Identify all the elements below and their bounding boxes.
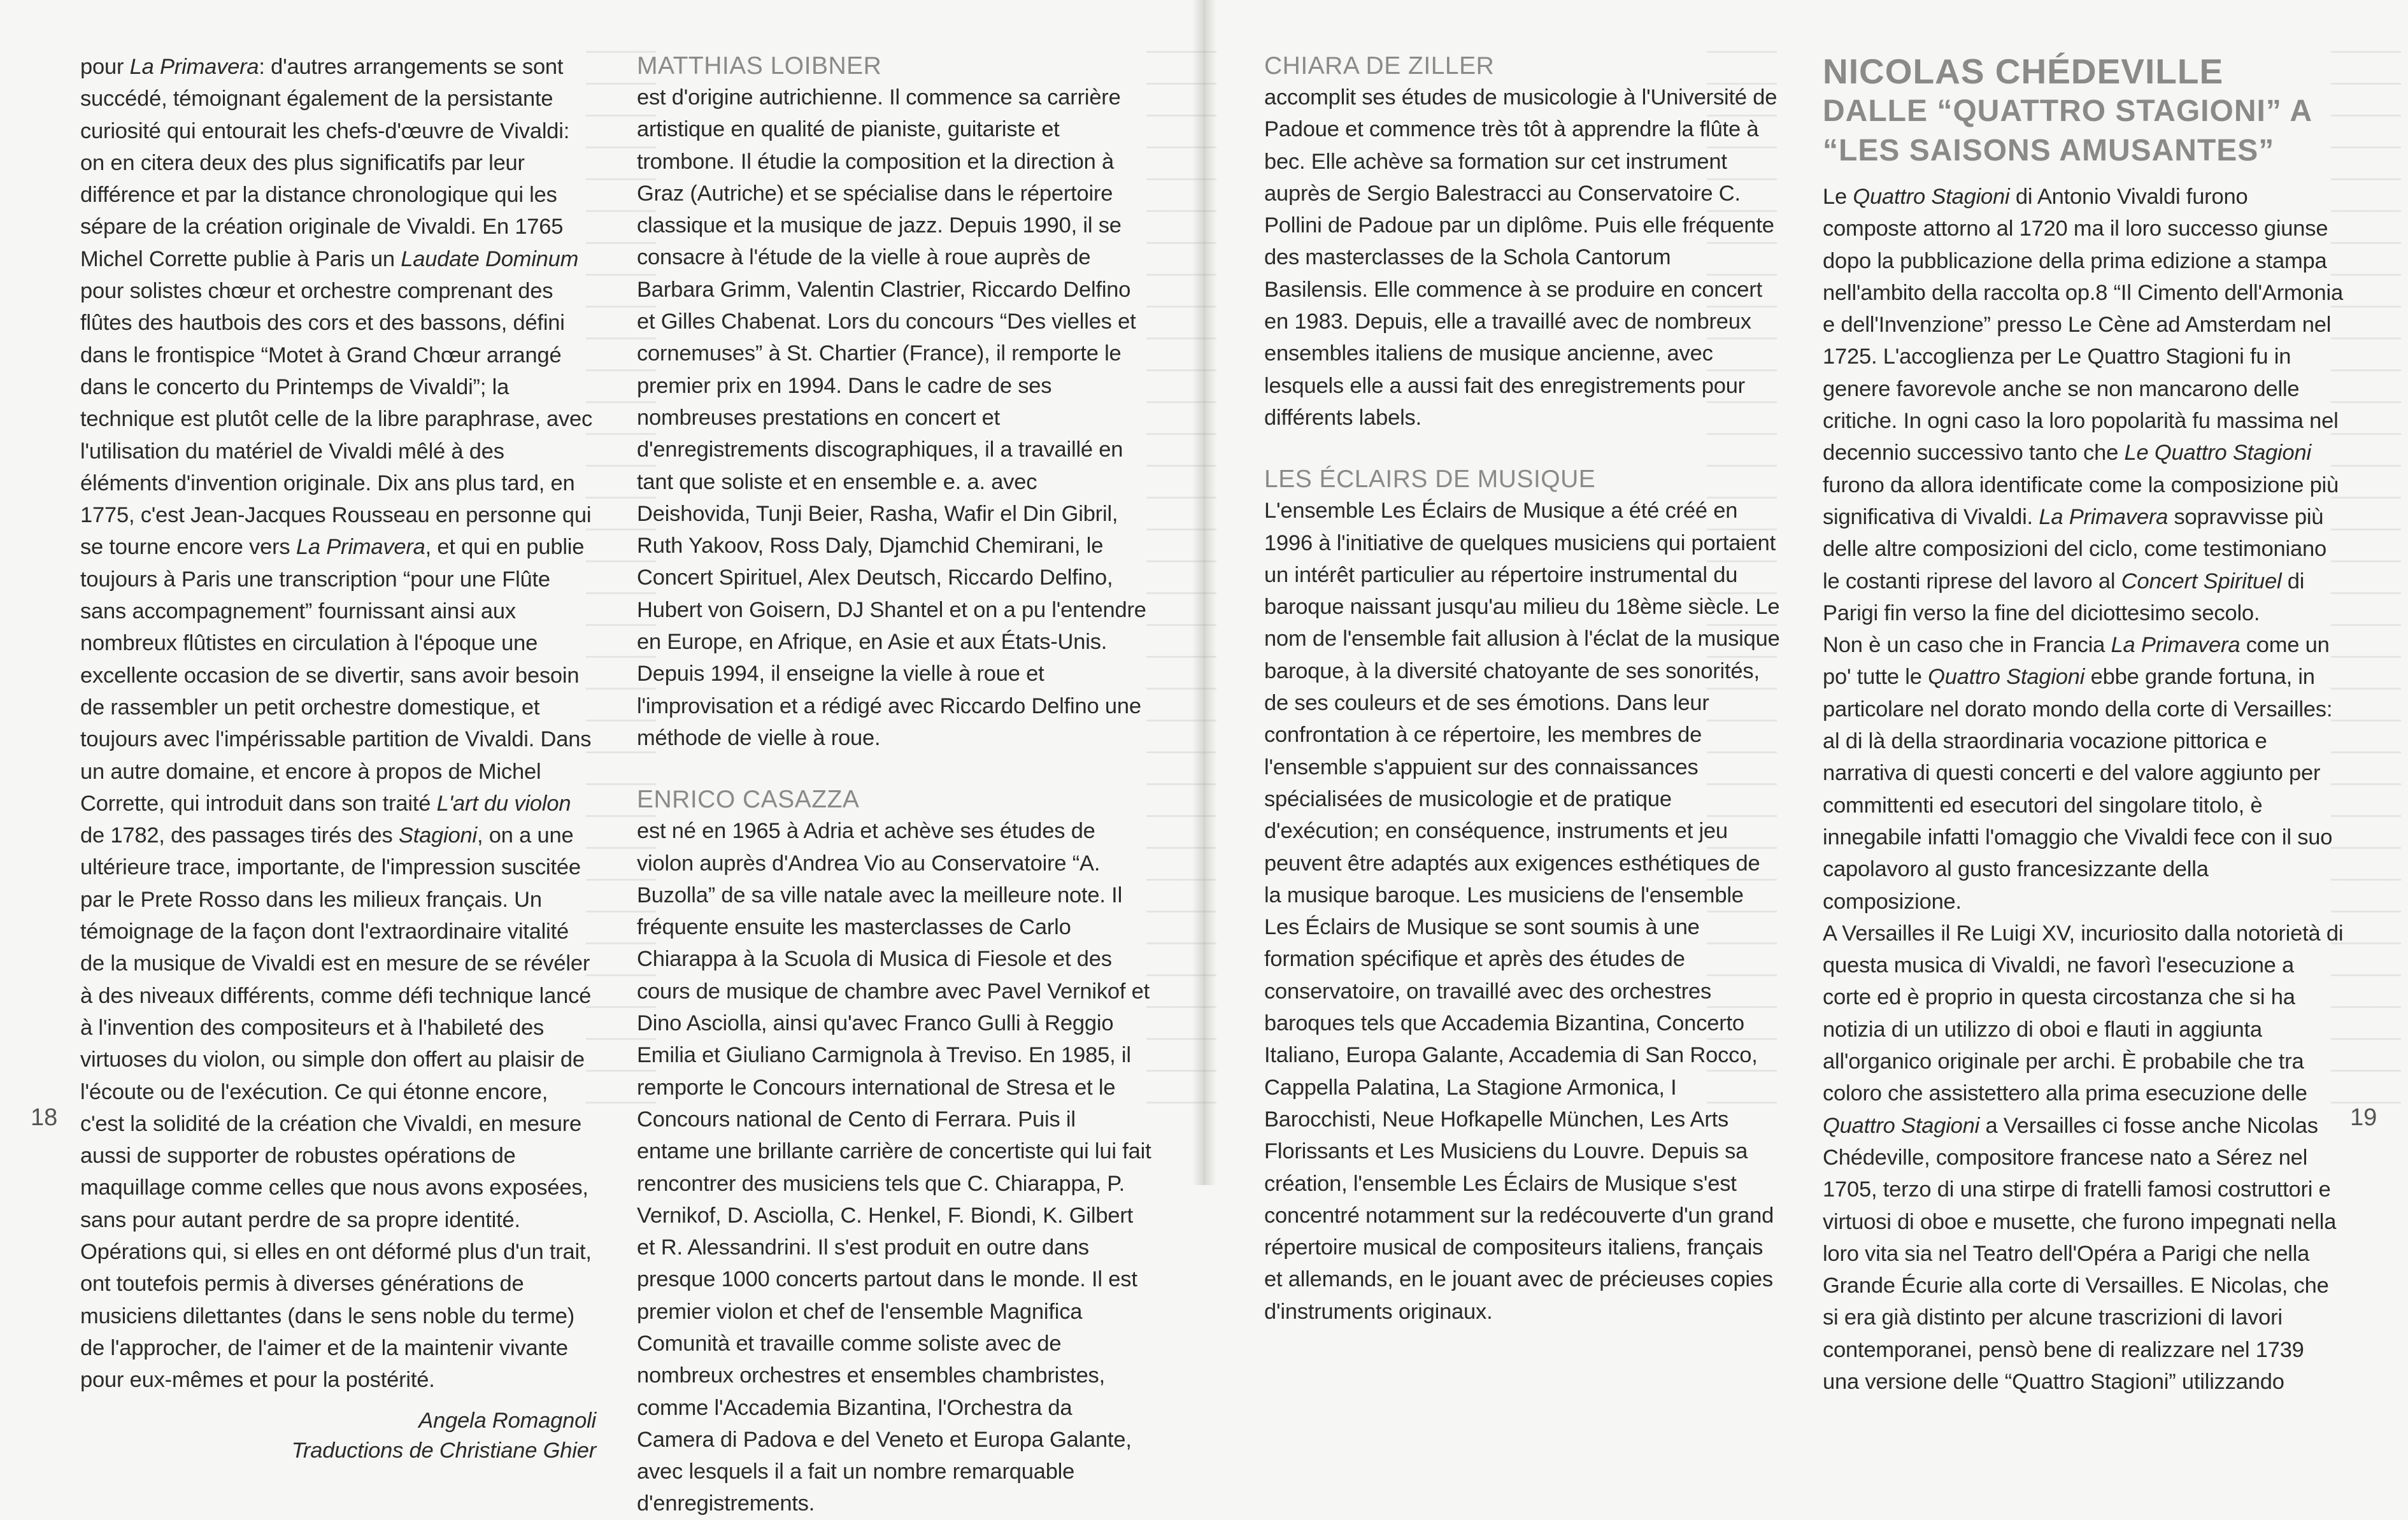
- bio-heading-de-ziller: CHIARA DE ZILLER: [1264, 52, 1495, 80]
- essay-author: Angela Romagnoli: [418, 1409, 596, 1433]
- right-page-column-2: [1823, 51, 2345, 1398]
- left-page-column-1: [80, 51, 596, 1466]
- article-subtitle-line-1: DALLE “QUATTRO STAGIONI” A: [1823, 94, 2313, 128]
- page-number-right: 19: [2350, 1104, 2377, 1131]
- essay-signature: [80, 1406, 596, 1466]
- bleed-through-text-center: [1146, 51, 1216, 1133]
- bio-text-loibner: est d'origine autrichienne. Il commence sa carrière artistique en qualité de pianiste, guitariste et trombone. Il étudie la composition et la direction à Graz (Autriche) et se spécialise dans le répertoire classique et la musique de jazz. Depuis 1990, il se consacre à l'étude de la vielle à roue auprès de Barbara Grimm, Valentin Clastrier, Riccardo Delfino et Gilles Chabenat. Lors du concours “Des vielles et cornemuses” à St. Chartier (France), il remporte le premier prix en 1994. Dans le cadre de ses nombreuses prestations en concert et d'enregistrements discographiques, il a travaillé en tant que soliste et en ensemble e. a. avec Deishovida, Tunji Beier, Rasha, Wafir el Din Gibril, Ruth Yakoov, Ross Daly, Djamchid Chemirani, le Concert Spirituel, Alex Deutsch, Riccardo Delfino, Hubert von Goisern, DJ Shantel et on a pu l'entendre en Europe, en Afrique, en Asie et aux États-Unis. Depuis 1994, il enseigne la vielle à roue et l'improvisation et a rédigé avec Riccardo Delfino une méthode de vielle à roue.: [637, 85, 1146, 750]
- translator-credit: Traductions de Christiane Ghier: [291, 1438, 596, 1463]
- bio-text-eclairs: L'ensemble Les Éclairs de Musique a été créé en 1996 à l'initiative de quelques musiciens qui portaient un intérêt particulier au répertoire instrumental du baroque naissant jusqu'au milieu du 18ème siècle. Le nom de l'ensemble fait allusion à l'éclat de la musique baroque, à la diversité chatoyante de ses sonorités, de ses couleurs et de ses émotions. Dans leur confrontation à ce répertoire, les membres de l'ensemble s'appuient sur des connaissances spécialisées de musicologie et de pratique d'exécution; en conséquence, instruments et jeu peuvent être adaptés aux exigences esthétiques de la musique baroque. Les musiciens de l'ensemble Les Éclairs de Musique se sont soumis à une formation spécifique et après des études de conservatoire, on travaillé avec des orchestres baroques tels que Accademia Bizantina, Concerto Italiano, Europa Galante, Accademia di San Rocco, Cappella Palatina, La Stagione Armonica, I Barocchisti, Neue Hofkapelle München, Les Arts Florissants et Les Musiciens du Louvre. Depuis sa création, l'ensemble Les Éclairs de Musique s'est concentré notamment sur la redécouverte d'un grand répertoire musical de compositeurs italiens, français et allemands, en le jouant avec de précieuses copies d'instruments originaux.: [1264, 499, 1780, 1324]
- bio-text-casazza: est né en 1965 à Adria et achève ses études de violon auprès d'Andrea Vio au Conservatoire “A. Buzolla” de sa ville natale avec la meilleure note. Il fréquente ensuite les masterclasses de Carlo Chiarappa à la Scuola di Musica di Fiesole et des cours de musique de chambre avec Pavel Vernikof et Dino Asciolla, ainsi qu'avec Franco Gulli à Reggio Emilia et Giuliano Carmignola à Treviso. En 1985, il remporte le Concours international de Stresa et le Concours national de Cento di Ferrara. Puis il entame une brillante carrière de concertiste qui lui fait rencontrer des musiciens tels que C. Chiarappa, P. Vernikof, D. Asciolla, C. Henkel, F. Biondi, K. Gilbert et R. Alessandrini. Il s'est produit en outre dans presque 1000 concerts partout dans le monde. Il est premier violon et chef de l'ensemble Magnifica Comunità et travaille comme soliste avec de nombreux orchestres et ensembles chambristes, comme l'Accademia Bizantina, l'Orchestra da Camera di Padova e del Veneto et Europa Galante, avec lesquels il a fait un nombre remarquable d'enregistrements.: [637, 819, 1151, 1516]
- article-paragraph: Le Quattro Stagioni di Antonio Vivaldi furono composte attorno al 1720 ma il loro successo giunse dopo la pubblicazione della prima edizione a stampa nell'ambito della raccolta op.8 “Il Cimento dell'Armonia e dell'Invenzione” presso Le Cène ad Amsterdam nel 1725. L'accoglienza per Le Quattro Stagioni fu in genere favorevole anche se non mancarono delle critiche. In ogni caso la loro popolarità fu massima nel decennio successivo tanto che Le Quattro Stagioni furono da allora identificate come la composizione più significativa di Vivaldi. La Primavera sopravvisse più delle altre composizioni del ciclo, come testimoniano le costanti riprese del lavoro al Concert Spirituel di Parigi fin verso la fine del diciottesimo secolo. Non è un caso che in Francia La Primavera come un po' tutte le Quattro Stagioni ebbe grande fortuna, in particolare nel dorato mondo della corte di Versailles: al di là della straordinaria vocazione pittorica e narrativa di questi concerti e del valore aggiunto per committenti ed esecutori del singolare titolo, è innegabile infatti l'omaggio che Vivaldi fece con il suo capolavoro al gusto francesizzante della composizione. A Versailles il Re Luigi XV, incuriosito dalla notorietà di questa musica di Vivaldi, ne favorì l'esecuzione a corte ed è proprio in questa circostanza che si ha notizia di un utilizzo di oboi e flauti in aggiunta all'organico originale per archi. È probabile che tra coloro che assistettero alla prima esecuzione delle Quattro Stagioni a Versailles ci fosse anche Nicolas Chédeville, compositore francese nato a Sérez nel 1705, terzo di una stirpe di fratelli famosi costruttori e virtuosi di oboe e musette, che furono impegnati nella loro vita sia nel Teatro dell'Opéra a Parigi che nella Grande Écurie alla corte di Versailles. E Nicolas, che si era già distinto per alcune trascrizioni di lavori contemporanei, pensò bene di realizzare nel 1739 una versione delle “Quattro Stagioni” utilizzando: [1823, 185, 2344, 1394]
- essay-paragraph: pour La Primavera: d'autres arrangements se sont succédé, témoignant également de la persistante curiosité qui entourait les chefs-d'œuvre de Vivaldi: on en citera deux des plus significatifs par leur différence et par la distance chronologique qui les sépare de la création originale de Vivaldi. En 1765 Michel Corrette publie à Paris un Laudate Dominum pour solistes chœur et orchestre comprenant des flûtes des hautbois des cors et des bassons, défini dans le frontispice “Motet à Grand Chœur arrangé dans le concerto du Printemps de Vivaldi”; la technique est plutôt celle de la libre paraphrase, avec l'utilisation du matériel de Vivaldi mêlé à des éléments d'invention originale. Dix ans plus tard, en 1775, c'est Jean-Jacques Rousseau en personne qui se tourne encore vers La Primavera, et qui en publie toujours à Paris une transcription “pour une Flûte sans accompagnement” fournissant ainsi aux nombreux flûtistes en circulation à l'époque une excellente occasion de se divertir, sans avoir besoin de rassembler un petit orchestre domestique, et toujours avec l'impérissable partition de Vivaldi. Dans un autre domaine, et encore à propos de Michel Corrette, qui introduit dans son traité L'art du violon de 1782, des passages tirés des Stagioni, on a une ultérieure trace, importante, de l'impression suscitée par le Prete Rosso dans les milieux français. Un témoignage de la façon dont l'extraordinaire vitalité de la musique de Vivaldi est en mesure de se révéler à des niveaux différents, comme défi technique lancé à l'invention des compositeurs et à l'habileté des virtuoses du violon, ou simple don offert au plaisir de l'écoute ou de l'exécution. Ce qui étonne encore, c'est la solidité de la création che Vivaldi, en mesure aussi de supporter de robustes opérations de maquillage comme celles que nous avons exposées, sans pour autant perdre de sa propre identité. Opérations qui, si elles en ont déformé plus d'un trait, ont toutefois permis à diverses générations de musiciens dilettantes (dans le sens noble du terme) de l'approcher, de l'aimer et de la maintenir vivante pour eux-mêmes et pour la postérité.: [80, 55, 593, 1393]
- article-subtitle-line-2: “LES SAISONS AMUSANTES”: [1823, 134, 2275, 167]
- right-page-column-1: [1264, 51, 1780, 1328]
- bio-text-de-ziller: accomplit ses études de musicologie à l'Université de Padoue et commence très tôt à apprendre la flûte à bec. Elle achève sa formation sur cet instrument auprès de Sergio Balestracci au Conservatoire C. Pollini de Padoue par un diplôme. Puis elle fréquente des masterclasses de la Schola Cantorum Basilensis. Elle commence à se produire en concert en 1983. Depuis, elle a travaillé avec de nombreux ensembles italiens de musique ancienne, avec lesquels elle a aussi fait des enregistrements pour différents labels.: [1264, 85, 1778, 430]
- bio-heading-casazza: ENRICO CASAZZA: [637, 786, 860, 814]
- article-title: NICOLAS CHÉDEVILLE: [1823, 52, 2224, 91]
- left-page-column-2: [637, 51, 1153, 1520]
- bio-heading-eclairs: LES ÉCLAIRS DE MUSIQUE: [1264, 465, 1596, 494]
- bio-heading-loibner: MATTHIAS LOIBNER: [637, 52, 882, 80]
- page-number-left: 18: [31, 1104, 58, 1131]
